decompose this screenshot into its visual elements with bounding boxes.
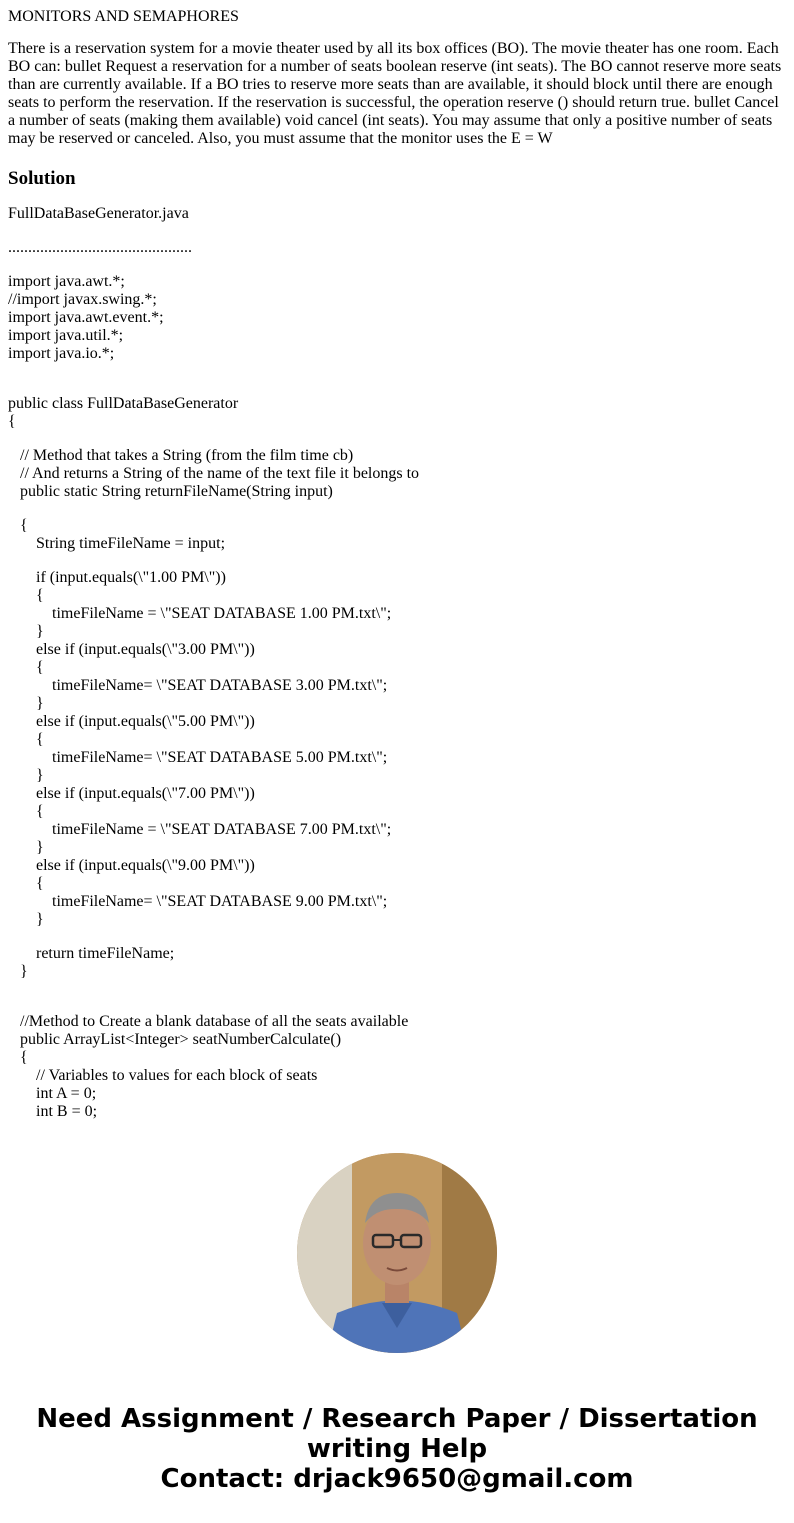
code-line: else if (input.equals(\"7.00 PM\")) (8, 785, 255, 802)
code-line: { (8, 413, 16, 430)
code-line: } (8, 963, 28, 980)
code-line: //import javax.swing.*; (8, 291, 157, 308)
code-line: import java.util.*; (8, 327, 124, 344)
person-photo-icon (297, 1153, 497, 1353)
solution-code (8, 205, 786, 1147)
code-line (8, 431, 786, 447)
solution-heading: Solution (8, 168, 76, 189)
banner-line-1: Need Assignment / Research Paper / Dissertation (36, 1404, 758, 1434)
code-line (8, 223, 786, 239)
code-line (8, 981, 786, 997)
code-line (8, 553, 786, 569)
code-line: { (8, 587, 44, 604)
code-line: FullDataBaseGenerator.java (8, 205, 189, 222)
banner-contact-line: Contact: drjack9650@gmail.com (160, 1464, 634, 1494)
code-line: else if (input.equals(\"3.00 PM\")) (8, 641, 255, 658)
contact-banner (0, 1404, 794, 1494)
code-line: // Method that takes a String (from the film time cb) (8, 447, 354, 464)
code-line (8, 363, 786, 379)
code-line: public ArrayList<Integer> seatNumberCalculate() (8, 1031, 342, 1048)
code-line: } (8, 623, 44, 640)
code-line: int B = 0; (8, 1103, 98, 1120)
code-line (8, 501, 786, 517)
code-line: timeFileName= \"SEAT DATABASE 3.00 PM.txt\"; (8, 677, 388, 694)
code-line: public static String returnFileName(String input) (8, 483, 333, 500)
code-line: import java.io.*; (8, 345, 115, 362)
code-line: { (8, 803, 44, 820)
code-line (8, 997, 786, 1013)
code-line: } (8, 695, 44, 712)
banner-line-2: writing Help (306, 1434, 488, 1464)
code-line: // And returns a String of the name of the text file it belongs to (8, 465, 420, 482)
question-text: There is a reservation system for a movie theater used by all its box offices (BO). The movie theater has one room. Each BO can: bullet Request a reservation for a number of seats boolean reserve (int seats). The BO cannot reserve more seats than are currently available. If a BO tries to reserve more seats than are available, it should block until there are enough seats to perform the reservation. If the reservation is successful, the operation reserve () should return true. bullet Cancel a number of seats (making them available) void cancel (int seats). You may assume that only a positive number of seats may be reserved or canceled. Also, you must assume that the monitor uses the E = W (8, 40, 782, 147)
code-line: String timeFileName = input; (8, 535, 226, 552)
code-line (8, 929, 786, 945)
author-photo (297, 1153, 497, 1353)
code-line: if (input.equals(\"1.00 PM\")) (8, 569, 226, 586)
code-line: return timeFileName; (8, 945, 175, 962)
code-line: timeFileName = \"SEAT DATABASE 7.00 PM.txt\"; (8, 821, 392, 838)
code-line: import java.awt.*; (8, 273, 125, 290)
code-line: { (8, 659, 44, 676)
code-line: } (8, 767, 44, 784)
code-line: } (8, 839, 44, 856)
code-line: else if (input.equals(\"9.00 PM\")) (8, 857, 255, 874)
code-line: timeFileName = \"SEAT DATABASE 1.00 PM.txt\"; (8, 605, 392, 622)
code-line: { (8, 1049, 28, 1066)
code-line: { (8, 875, 44, 892)
code-line: public class FullDataBaseGenerator (8, 395, 239, 412)
code-line: { (8, 517, 28, 534)
code-line: int A = 0; (8, 1085, 97, 1102)
code-line: import java.awt.event.*; (8, 309, 164, 326)
code-line: // Variables to values for each block of seats (8, 1067, 318, 1084)
code-line: timeFileName= \"SEAT DATABASE 5.00 PM.txt\"; (8, 749, 388, 766)
code-line: else if (input.equals(\"5.00 PM\")) (8, 713, 255, 730)
code-line: .............................................. (8, 239, 192, 256)
page-title: MONITORS AND SEMAPHORES (8, 8, 239, 25)
document (8, 0, 786, 1147)
code-line: //Method to Create a blank database of all the seats available (8, 1013, 409, 1030)
code-line: timeFileName= \"SEAT DATABASE 9.00 PM.txt\"; (8, 893, 388, 910)
code-line: { (8, 731, 44, 748)
code-line: } (8, 911, 44, 928)
code-line (8, 379, 786, 395)
code-line (8, 257, 786, 273)
